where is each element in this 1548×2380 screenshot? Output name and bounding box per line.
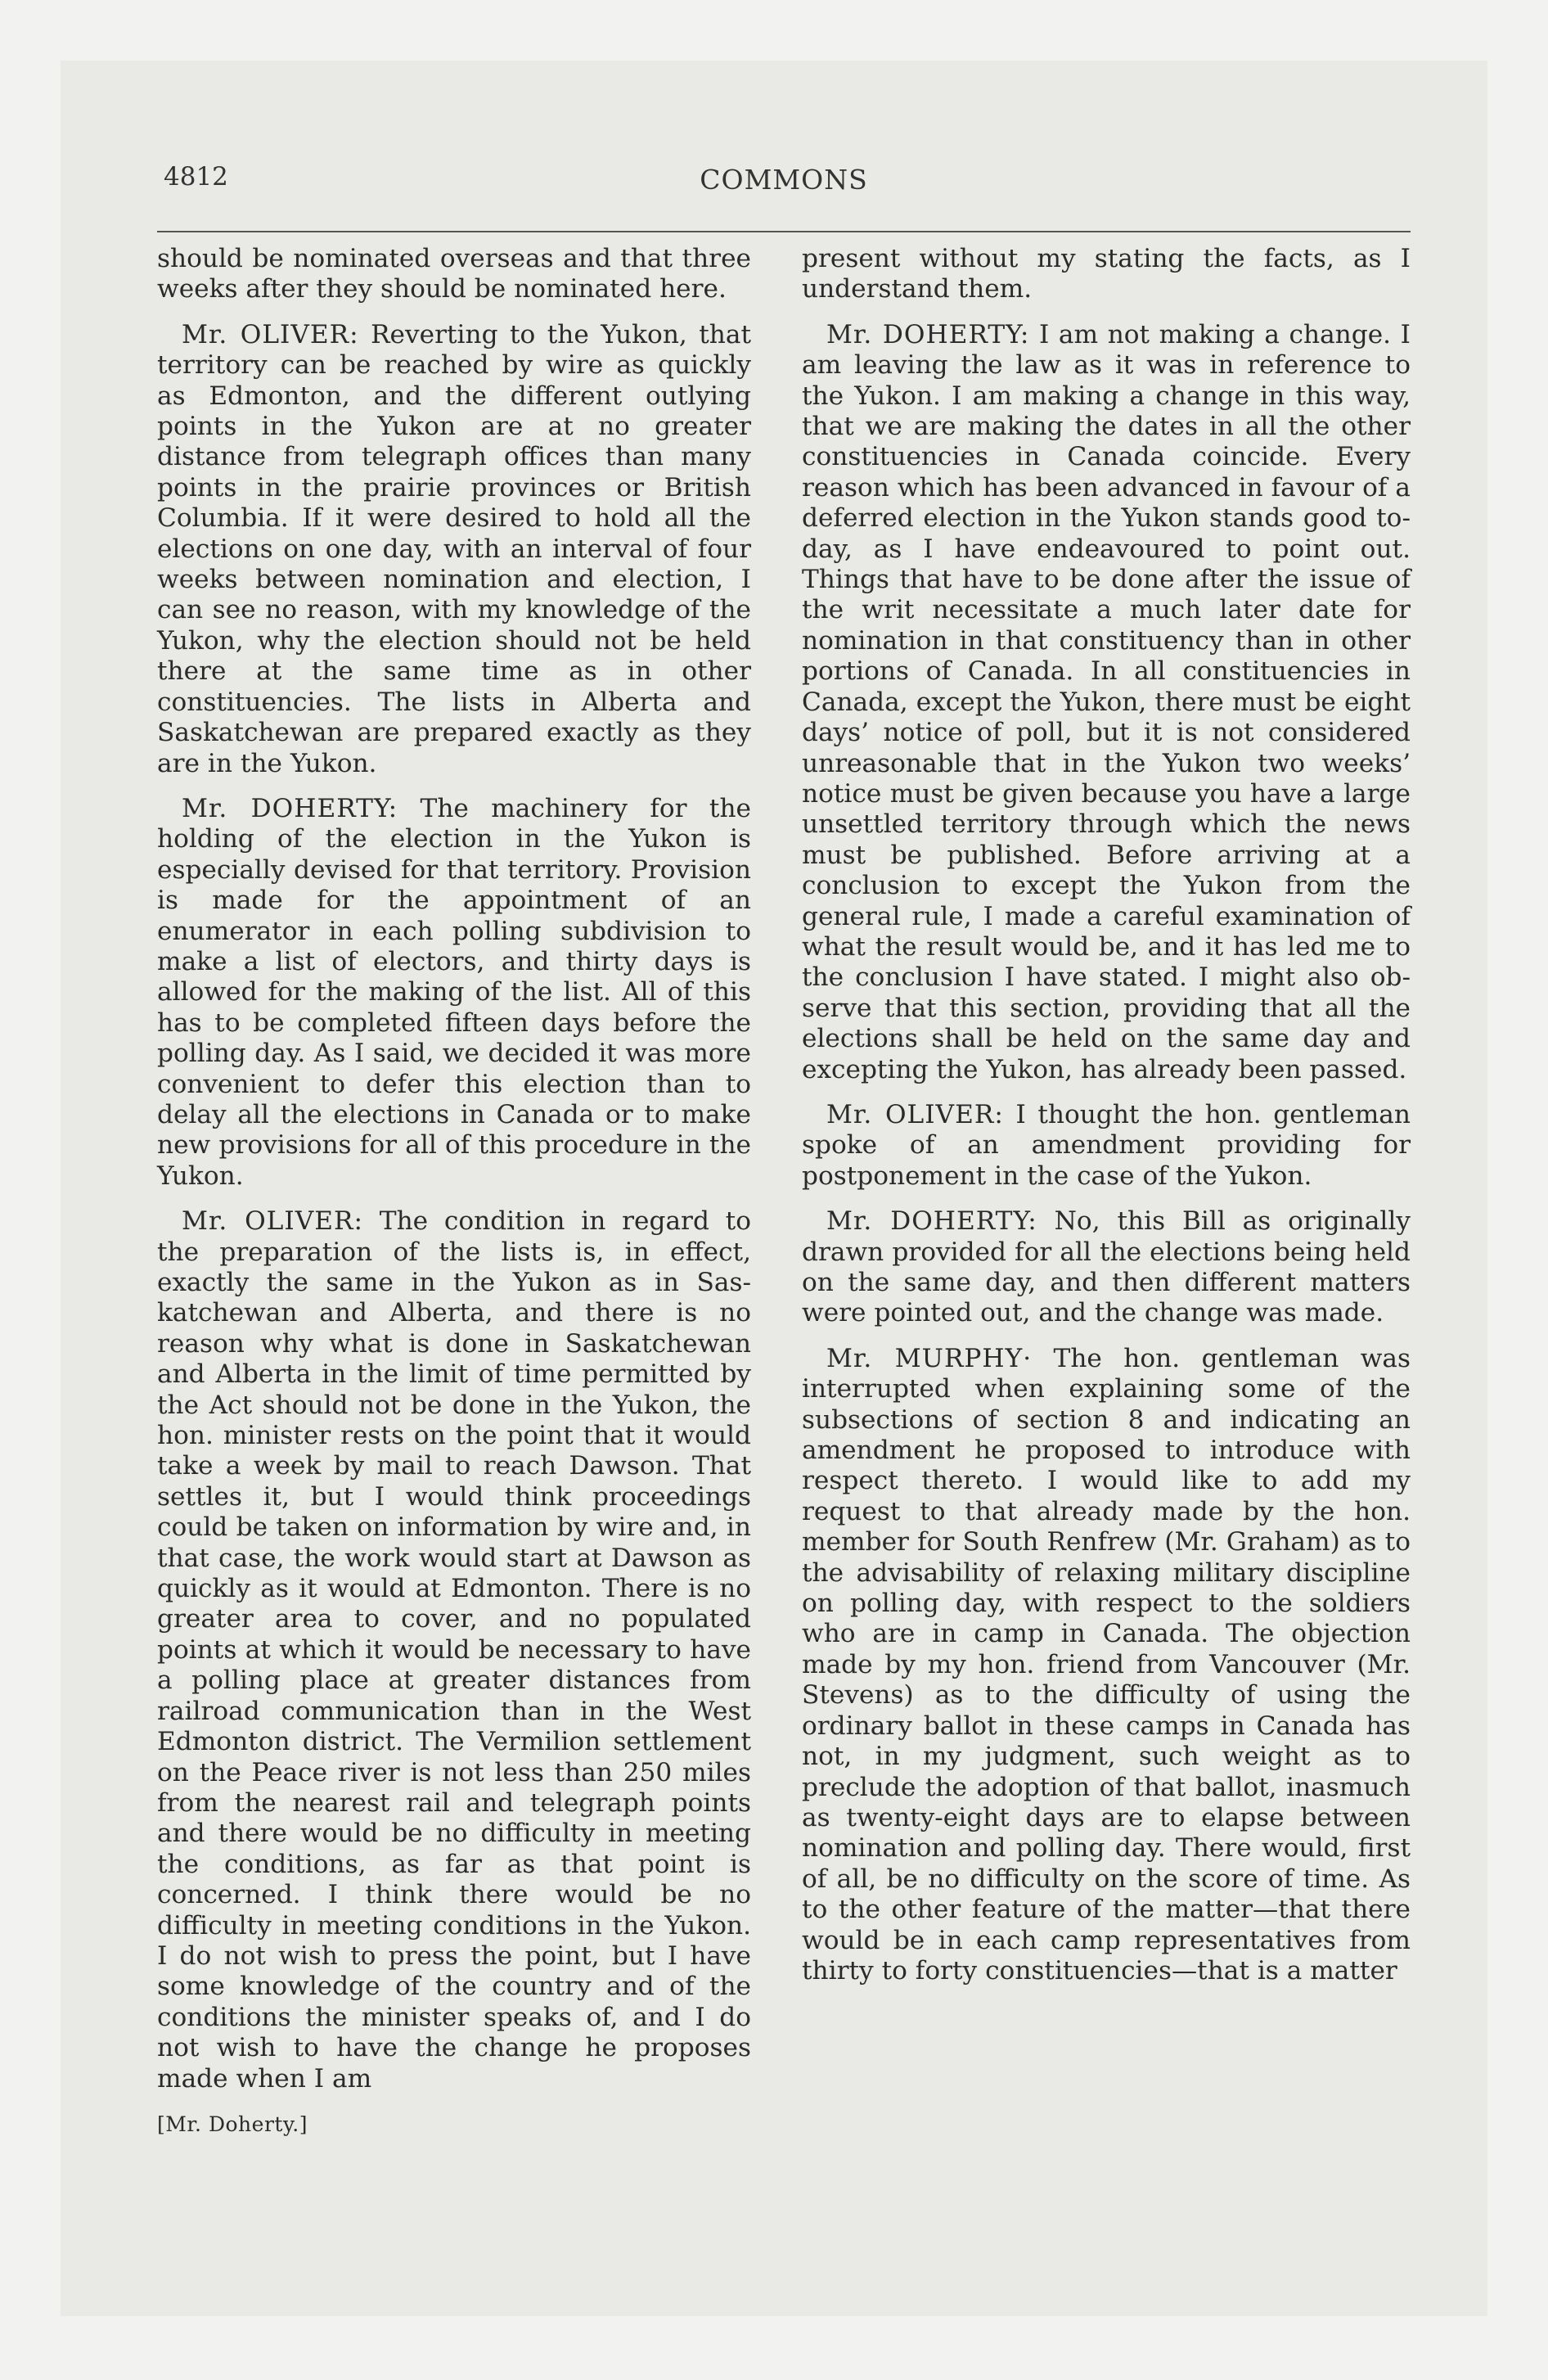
paragraph bbox=[157, 794, 751, 1192]
speaker-name: Mr. MURPHY· bbox=[826, 1343, 1033, 1373]
paragraph-text: No, this Bill as originally drawn provided for all the elections being held on the same day, and then different matters were pointed out, and the change was made. bbox=[802, 1206, 1411, 1328]
speaker-name: Mr. OLIVER: bbox=[826, 1099, 1004, 1129]
paragraph-text: I am not making a change. I am leaving the law as it was in reference to the Yukon. I am making a change in this way, that we are making the dates in all the other constituencies in Canada coincide. Every reason which has been advanced in favour of a deferred election in the Yukon stands good to-day, as I have endeavoured to point out. Things that have to be done after the issue of the writ necessitate a much later date for nomination in that constituency than in other portions of Canada. In all constituencies in Canada, except the Yukon, there must be eight days’ notice of poll, but it is not considered unreasonable that in the Yukon two weeks’ notice must be given because you have a large unsettled territory through which the news must be published. Before arriving at a conclusion to except the Yukon from the general rule, I made a careful examination of what the result would be, and it has led me to the conclusion I have stated. I might also observe that this section, providing that all the elections shall be held on the same day and excepting the Yukon, has already been passed. bbox=[802, 319, 1411, 1084]
paragraph bbox=[802, 1344, 1411, 1987]
paragraph bbox=[157, 1206, 751, 2094]
page-number: 4812 bbox=[164, 162, 228, 192]
paragraph-text: Reverting to the Yukon, that territory can be reached by wire as quickly as Edmonton, and the different outlying points in the Yukon are at no greater distance from telegraph offices than many points in the prairie provinces or British Columbia. If it were desired to hold all the elections on one day, with an interval of four weeks between nomination and election, I can see no reason, with my knowledge of the Yukon, why the election should not be held there at the same time as in other constituencies. The lists in Alberta and Saskatchewan are prepared exactly as they are in the Yukon. bbox=[157, 319, 751, 778]
text-columns bbox=[157, 244, 1411, 2241]
paragraph bbox=[157, 320, 751, 779]
paragraph-text: The machinery for the holding of the election in the Yukon is especially devised for that territory. Provision is made for the appointment of an enumerator in each polling subdivision to make a list of electors, and thirty days is allowed for the making of the list. All of this has to be completed fifteen days before the polling day. As I said, we decided it was more convenient to defer this election than to delay all the elections in Canada or to make new provisions for all of this procedure in the Yukon. bbox=[157, 793, 751, 1191]
left-column bbox=[157, 244, 751, 2139]
speaker-name: Mr. OLIVER: bbox=[182, 319, 359, 349]
speaker-name: Mr. DOHERTY: bbox=[182, 793, 398, 823]
paragraph-text: present without my stating the facts, as I understand them. bbox=[802, 244, 1411, 304]
paragraph bbox=[802, 1100, 1411, 1192]
paragraph-text: should be nominated overseas and that three weeks after they should be nominated here. bbox=[157, 244, 751, 304]
paragraph bbox=[802, 1206, 1411, 1329]
document-page bbox=[157, 156, 1411, 2251]
paragraph bbox=[802, 320, 1411, 1085]
speaker-footnote: [Mr. Doherty.] bbox=[157, 2112, 308, 2136]
speaker-name: Mr. OLIVER: bbox=[182, 1206, 363, 1237]
right-column bbox=[802, 244, 1411, 2001]
speaker-name: Mr. DOHERTY: bbox=[826, 1206, 1037, 1237]
running-head: COMMONS bbox=[700, 164, 868, 196]
paragraph-text: The condition in regard to the preparation of the lists is, in effect, exactly the same in the Yukon as in Saskatchewan and Alberta, and there is no reason why what is done in Saskatchewan and Alberta in the limit of time permitted by the Act should not be done in the Yukon, the hon. minister rests on the point that it would take a week by mail to reach Dawson. That settles it, but I would think proceedings could be taken on information by wire and, in that case, the work would start at Dawson as quickly as it would at Edmonton. There is no greater area to cover, and no populated points at which it would be necessary to have a polling place at greater distances from railroad communication than in the West Edmonton district. The Vermilion settlement on the Peace river is not less than 250 miles from the nearest rail and telegraph points and there would be no difficulty in meeting the conditions, as far as that point is concerned. I think there would be no difficulty in meeting conditions in the Yukon. I do not wish to press the point, but I have some knowledge of the country and of the conditions the minister speaks of, and I do not wish to have the change he proposes made when I am bbox=[157, 1206, 751, 2094]
paragraph-text: The hon. gentleman was interrupted when explaining some of the subsections of section 8 and indicating an amendment he proposed to introduce with respect thereto. I would like to add my request to that already made by the hon. member for South Renfrew (Mr. Graham) as to the advisability of relaxing military discipline on polling day, with respect to the soldiers who are in camp in Canada. The objection made by my hon. friend from Vancouver (Mr. Stevens) as to the difficulty of using the ordinary ballot in these camps in Canada has not, in my judgment, such weight as to preclude the adoption of that ballot, inasmuch as twenty-eight days are to elapse between nomination and polling day. There would, first of all, be no difficulty on the score of time. As to the other feature of the matter—that there would be in each camp representatives from thirty to forty constituencies—that is a matter bbox=[802, 1343, 1411, 1986]
paragraph bbox=[157, 244, 751, 305]
header-rule bbox=[157, 231, 1411, 232]
paragraph bbox=[802, 244, 1411, 305]
speaker-name: Mr. DOHERTY: bbox=[826, 319, 1030, 349]
page-header bbox=[157, 156, 1411, 213]
paragraph-text: I thought the hon. gentleman spoke of an amendment providing for postponement in the case of the Yukon. bbox=[802, 1099, 1411, 1191]
